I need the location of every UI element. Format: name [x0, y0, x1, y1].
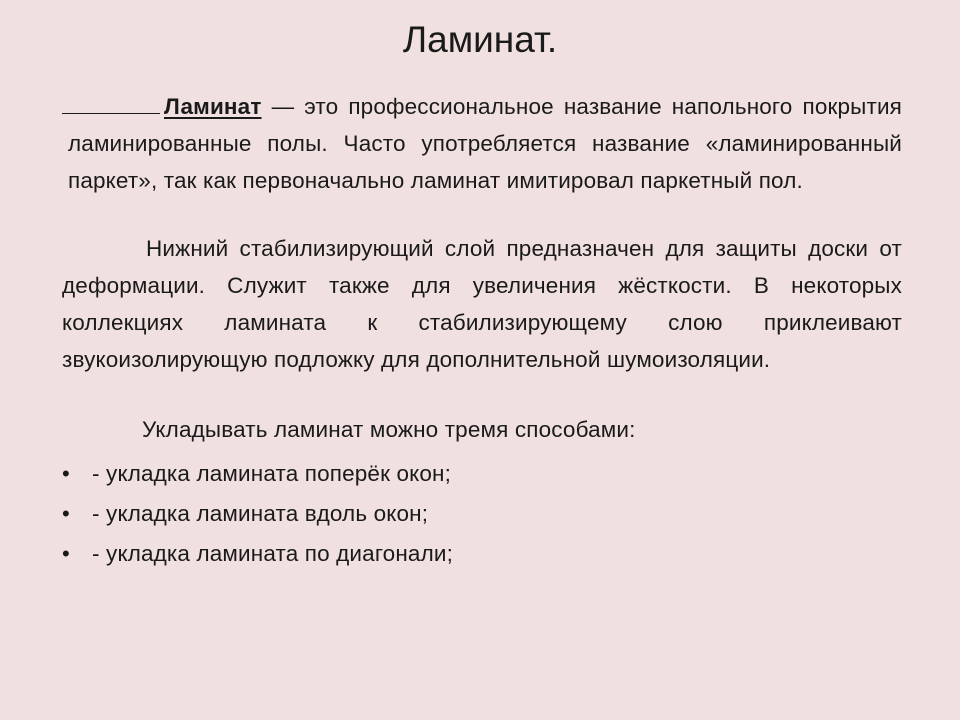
paragraph-laying-methods: Укладывать ламинат можно тремя способами:	[142, 417, 636, 442]
slide-body	[62, 88, 902, 574]
paragraph-definition	[68, 88, 902, 199]
list-item-text: - укладка ламината вдоль окон;	[92, 501, 429, 526]
slide-title: Ламинат.	[402, 19, 558, 60]
underline-lead	[62, 93, 160, 114]
list-item	[0, 454, 902, 494]
list-item	[0, 534, 902, 574]
list-item-text: - укладка ламината поперёк окон;	[92, 461, 452, 486]
definition-text: — это профессиональное название напольного покрытия ламинированные полы. Часто употребляется название «ламинированный паркет», так как первоначально ламинат имитировал паркетный пол.	[68, 94, 902, 193]
term-laminate: Ламинат	[164, 94, 262, 119]
bullet-icon: •	[62, 541, 70, 566]
list-item	[0, 494, 902, 534]
bullet-icon: •	[62, 461, 70, 486]
list-item-text: - укладка ламината по диагонали;	[92, 541, 453, 566]
bullet-icon: •	[62, 501, 70, 526]
laying-methods-list	[62, 454, 902, 574]
paragraph-stabilizing-layer: Нижний стабилизирующий слой предназначен для защиты доски от деформации. Служит также для увеличения жёсткости. В некоторых коллекциях ламината к стабилизирующему слою приклеивают звукоизолирующую подложку для дополнительной шумоизоляции.	[62, 236, 902, 372]
